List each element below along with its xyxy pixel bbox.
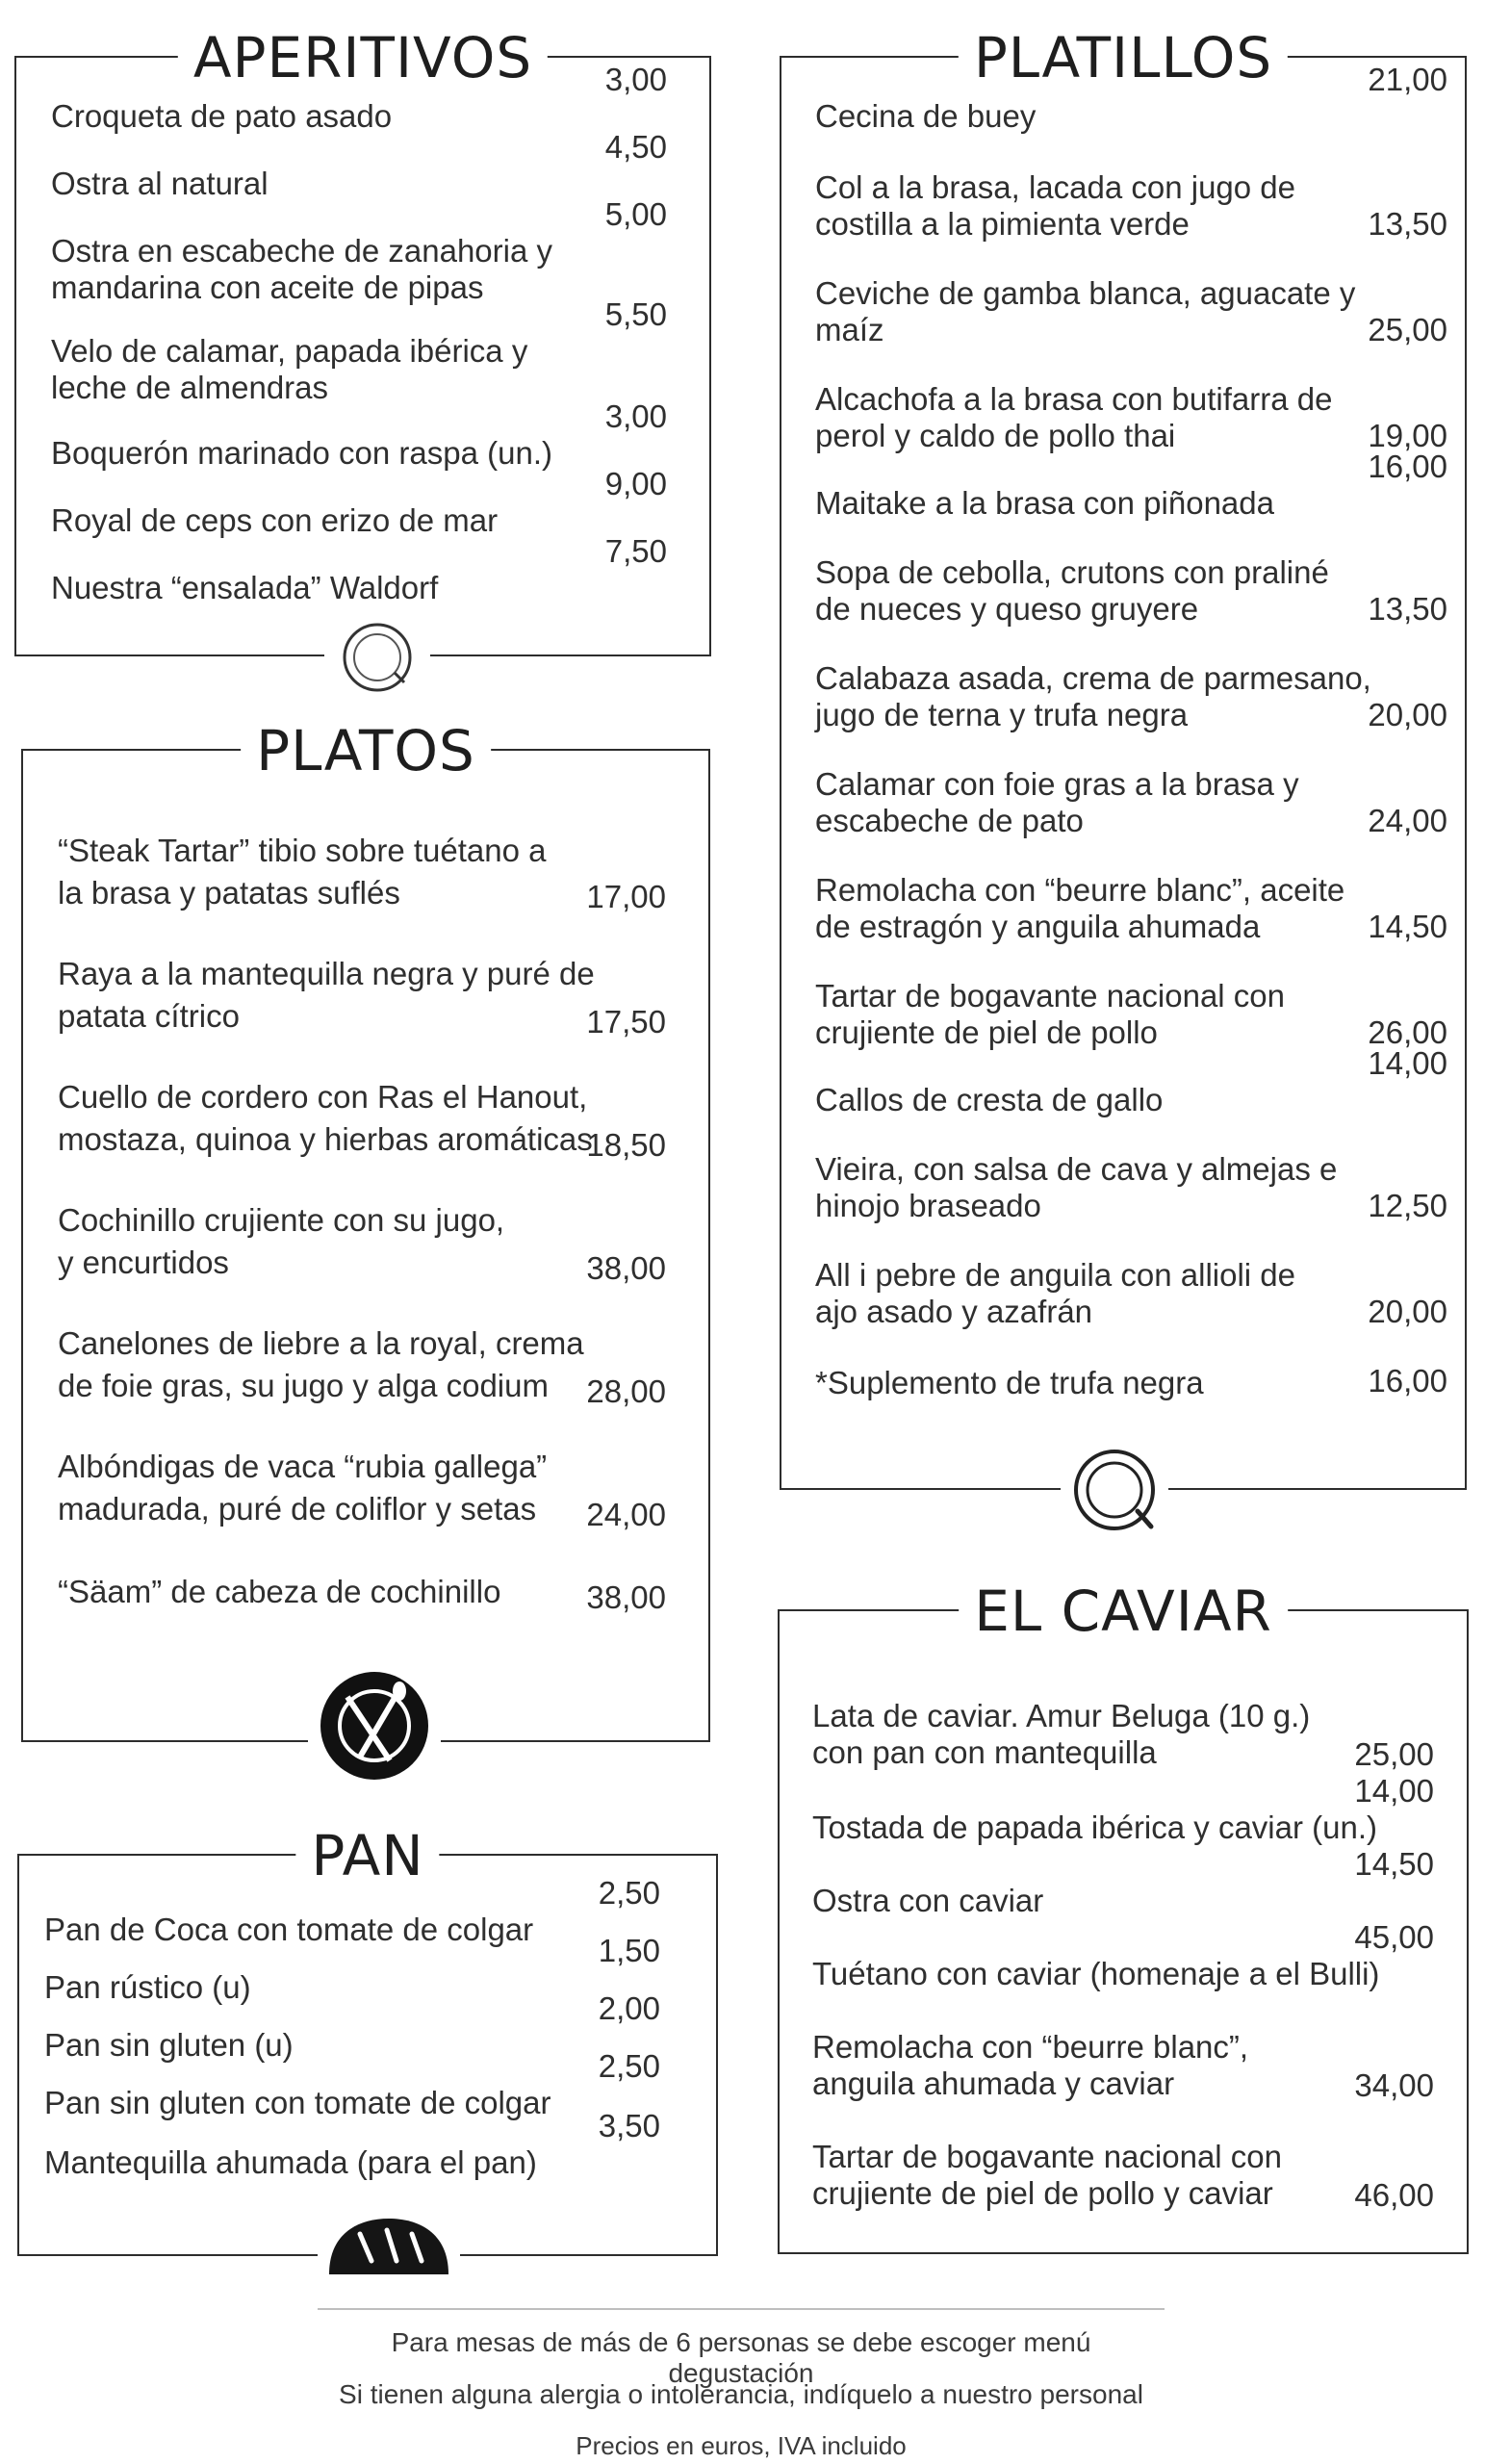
- item-name: Calamar con foie gras a la brasa y escabeche de pato: [815, 766, 1299, 838]
- item-price: 14,50: [1354, 1846, 1434, 1882]
- item-name: Ostra al natural: [51, 166, 269, 201]
- plate-icon: [1061, 1440, 1168, 1540]
- item-name: Raya a la mantequilla negra y puré de patata cítrico: [58, 956, 595, 1034]
- item-price: 2,00: [598, 1990, 660, 2026]
- item-name: Sopa de cebolla, crutons con praliné de nueces y queso gruyere: [815, 554, 1329, 627]
- item-name: Croqueta de pato asado: [51, 98, 393, 134]
- bread-icon: [318, 2198, 460, 2304]
- section-aperitivos: [14, 25, 711, 656]
- item-price: 38,00: [586, 1250, 666, 1286]
- item-price: 5,50: [604, 296, 667, 332]
- section-title-aperitivos: APERITIVOS: [178, 25, 548, 90]
- item-name: Calabaza asada, crema de parmesano, jugo de terna y trufa negra: [815, 660, 1371, 732]
- item-name: Ceviche de gamba blanca, aguacate y maíz: [815, 275, 1356, 347]
- section-pan: [17, 1823, 718, 2256]
- item-price: 17,50: [586, 1004, 666, 1040]
- item-price: 24,00: [586, 1497, 666, 1532]
- item-name: “Steak Tartar” tibio sobre tuétano a la brasa y patatas suflés: [58, 833, 547, 911]
- item-name: Callos de cresta de gallo: [815, 1082, 1164, 1117]
- plate-icon: [324, 616, 430, 699]
- item-price: 14,00: [1354, 1773, 1434, 1809]
- item-price: 7,50: [604, 533, 667, 569]
- item-name: *Suplemento de trufa negra: [815, 1365, 1204, 1400]
- item-name: Pan sin gluten (u): [44, 2027, 294, 2063]
- footer-note-allergy: Si tienen alguna alergia o intolerancia, indíquelo a nuestro personal: [339, 2379, 1143, 2409]
- section-caviar: [778, 1578, 1469, 2254]
- item-name: Albóndigas de vaca “rubia gallega” madurada, puré de coliflor y setas: [58, 1449, 548, 1527]
- item-price: 25,00: [1368, 312, 1447, 347]
- footer-note-group: Para mesas de más de 6 personas se debe escoger menú degustación: [391, 2327, 1091, 2388]
- item-price: 25,00: [1354, 1736, 1434, 1772]
- item-name: Pan rústico (u): [44, 1969, 251, 2005]
- item-price: 13,50: [1368, 206, 1447, 242]
- item-name: Ostra con caviar: [812, 1883, 1044, 1918]
- section-title-platillos: PLATILLOS: [959, 25, 1288, 90]
- item-name: Cochinillo crujiente con su jugo, y encurtidos: [58, 1202, 505, 1280]
- item-name: Ostra en escabeche de zanahoria y mandarina con aceite de pipas: [51, 233, 552, 305]
- item-price: 14,50: [1368, 909, 1447, 944]
- item-name: Tuétano con caviar (homenaje a el Bulli): [812, 1956, 1380, 1991]
- item-name: Tartar de bogavante nacional con crujiente de piel de pollo y caviar: [812, 2139, 1283, 2211]
- item-price: 28,00: [586, 1373, 666, 1409]
- item-name: Cuello de cordero con Ras el Hanout, mostaza, quinoa y hierbas aromáticas: [58, 1079, 593, 1157]
- item-price: 38,00: [586, 1579, 666, 1615]
- item-name: Tostada de papada ibérica y caviar (un.): [812, 1810, 1378, 1845]
- item-price: 2,50: [598, 2048, 660, 2084]
- item-name: Royal de ceps con erizo de mar: [51, 502, 499, 538]
- item-price: 20,00: [1368, 1294, 1447, 1329]
- item-price: 2,50: [598, 1875, 660, 1911]
- section-platillos: [780, 25, 1467, 1490]
- item-name: Remolacha con “beurre blanc”, aceite de estragón y anguila ahumada: [815, 872, 1345, 944]
- item-price: 18,50: [586, 1127, 666, 1163]
- item-price: 4,50: [604, 129, 667, 165]
- item-price: 16,00: [1368, 1363, 1447, 1399]
- item-name: Nuestra “ensalada” Waldorf: [51, 570, 439, 605]
- section-title-pan: PAN: [295, 1823, 439, 1888]
- item-price: 3,00: [604, 398, 667, 434]
- section-platos: [21, 718, 710, 1742]
- item-name: Canelones de liebre a la royal, crema de foie gras, su jugo y alga codium: [58, 1325, 584, 1403]
- item-price: 3,00: [604, 62, 667, 97]
- footer: [318, 2308, 1165, 2460]
- item-price: 20,00: [1368, 697, 1447, 732]
- item-name: Alcachofa a la brasa con butifarra de perol y caldo de pollo thai: [815, 381, 1333, 453]
- item-price: 17,00: [586, 879, 666, 914]
- item-name: Lata de caviar. Amur Beluga (10 g.) con pan con mantequilla: [812, 1698, 1311, 1770]
- item-name: Boquerón marinado con raspa (un.): [51, 435, 552, 471]
- item-price: 16,00: [1368, 449, 1447, 484]
- item-name: Tartar de bogavante nacional con crujiente de piel de pollo: [815, 978, 1286, 1050]
- item-price: 12,50: [1368, 1188, 1447, 1223]
- plate-cutlery-icon: [308, 1663, 441, 1788]
- item-price: 14,00: [1368, 1045, 1447, 1081]
- section-title-caviar: EL CAVIAR: [959, 1578, 1288, 1644]
- item-name: All i pebre de anguila con allioli de ajo asado y azafrán: [815, 1257, 1295, 1329]
- item-price: 26,00: [1368, 1014, 1447, 1050]
- item-name: Col a la brasa, lacada con jugo de costilla a la pimienta verde: [815, 169, 1295, 242]
- item-price: 9,00: [604, 466, 667, 501]
- footer-note-prices: Precios en euros, IVA incluido: [576, 2431, 907, 2460]
- item-price: 46,00: [1354, 2177, 1434, 2213]
- item-name: Maitake a la brasa con piñonada: [815, 485, 1274, 521]
- item-name: Pan de Coca con tomate de colgar: [44, 1912, 534, 1947]
- item-price: 1,50: [598, 1933, 660, 1968]
- item-price: 13,50: [1368, 591, 1447, 627]
- item-price: 19,00: [1368, 418, 1447, 453]
- item-price: 5,00: [604, 196, 667, 232]
- item-price: 45,00: [1354, 1919, 1434, 1955]
- item-name: Pan sin gluten con tomate de colgar: [44, 2085, 551, 2120]
- item-price: 34,00: [1354, 2067, 1434, 2103]
- item-name: “Säam” de cabeza de cochinillo: [58, 1574, 501, 1609]
- item-name: Velo de calamar, papada ibérica y leche de almendras: [51, 333, 528, 405]
- item-price: 24,00: [1368, 803, 1447, 838]
- item-name: Vieira, con salsa de cava y almejas e hinojo braseado: [815, 1151, 1338, 1223]
- item-price: 21,00: [1368, 62, 1447, 97]
- section-title-platos: PLATOS: [241, 718, 491, 783]
- item-name: Cecina de buey: [815, 98, 1037, 134]
- item-name: Mantequilla ahumada (para el pan): [44, 2144, 537, 2180]
- item-name: Remolacha con “beurre blanc”, anguila ahumada y caviar: [812, 2029, 1249, 2101]
- item-price: 3,50: [598, 2108, 660, 2143]
